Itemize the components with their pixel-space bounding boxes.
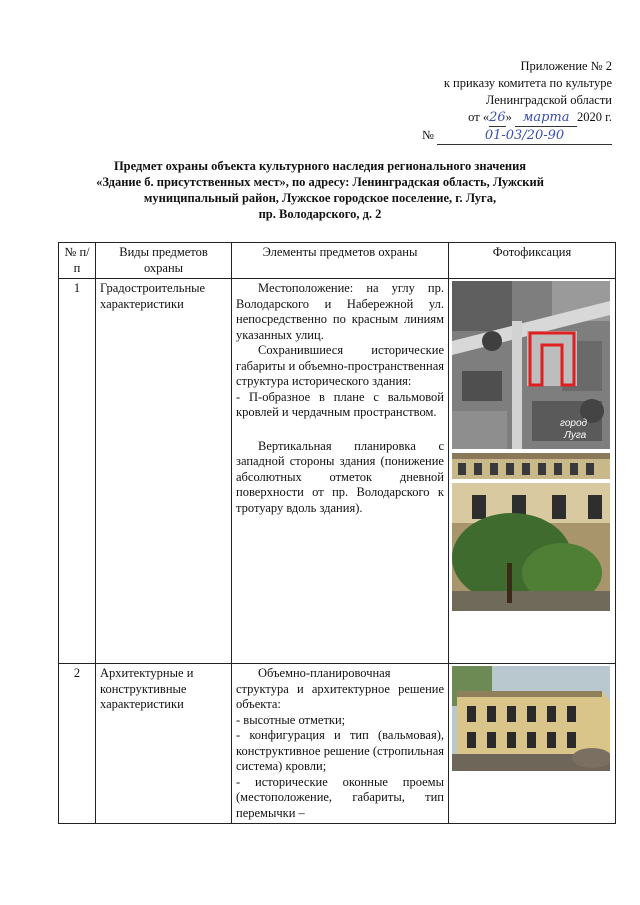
west-facade-photo [452, 483, 610, 611]
row-photos [449, 664, 616, 824]
appendix-number-line: № 01-03/20-90 [312, 127, 612, 145]
appendix-region-line: Ленинградской области [485, 93, 612, 107]
row-photos [449, 279, 616, 664]
map-label-city: город [560, 418, 588, 429]
row-elements: Местоположение: на углу пр. Володарского и Набережной ул. непосредственно по красным линиям указанных улиц. Сохранившиеся исторические габариты и объемно-пространственная структура исторического здания: - П-образное в плане с вальмовой кровлей и чердачным пространством. Вертикальная планировка с западной стороны здания (понижение абсолютных отметок дневной поверхности от пр. Володарского к тротуару вдоль здания). [232, 279, 449, 664]
row-number: 1 [59, 279, 96, 664]
table-header-row [59, 243, 616, 279]
table-row [59, 279, 616, 664]
header-type: Виды предметов охраны [96, 243, 232, 279]
table-row [59, 664, 616, 824]
aerial-map-photo [452, 281, 610, 449]
header-elements: Элементы предметов охраны [232, 243, 449, 279]
map-label-luga: Луга [564, 430, 587, 441]
building-facade-photo [452, 666, 610, 771]
row-type: Архитектурные и конструктивные характеристики [96, 664, 232, 824]
facade-strip-photo [452, 453, 610, 479]
row-number: 2 [59, 664, 96, 824]
row-elements: Объемно-планировочная структура и архитектурное решение объекта: - высотные отметки; - конфигурация и тип (вальмовая), конструктивное решение (стропильная система) кровли; - исторические оконные проемы (местоположение, габариты, тип перемычки – [232, 664, 449, 824]
handwritten-month: марта [515, 109, 577, 127]
appendix-header [312, 58, 612, 145]
header-photo: Фотофиксация [449, 243, 616, 279]
row-type: Градостроительные характеристики [96, 279, 232, 664]
protection-table [58, 242, 616, 824]
handwritten-day: 26 [489, 110, 506, 125]
appendix-date-line: от «26» марта 2020 г. [468, 110, 612, 125]
handwritten-number: 01-03/20-90 [437, 127, 612, 145]
appendix-order-line: к приказу комитета по культуре [443, 76, 612, 90]
document-title: Предмет охраны объекта культурного наследия регионального значения «Здание б. присутственных мест», по адресу: Ленинградская область, Лужский муниципальный район, Лужское городское поселение, г. Луга, пр. Володарского, д. 2 [96, 159, 544, 221]
header-number: № п/п [59, 243, 96, 279]
appendix-title: Приложение № 2 [520, 59, 612, 73]
